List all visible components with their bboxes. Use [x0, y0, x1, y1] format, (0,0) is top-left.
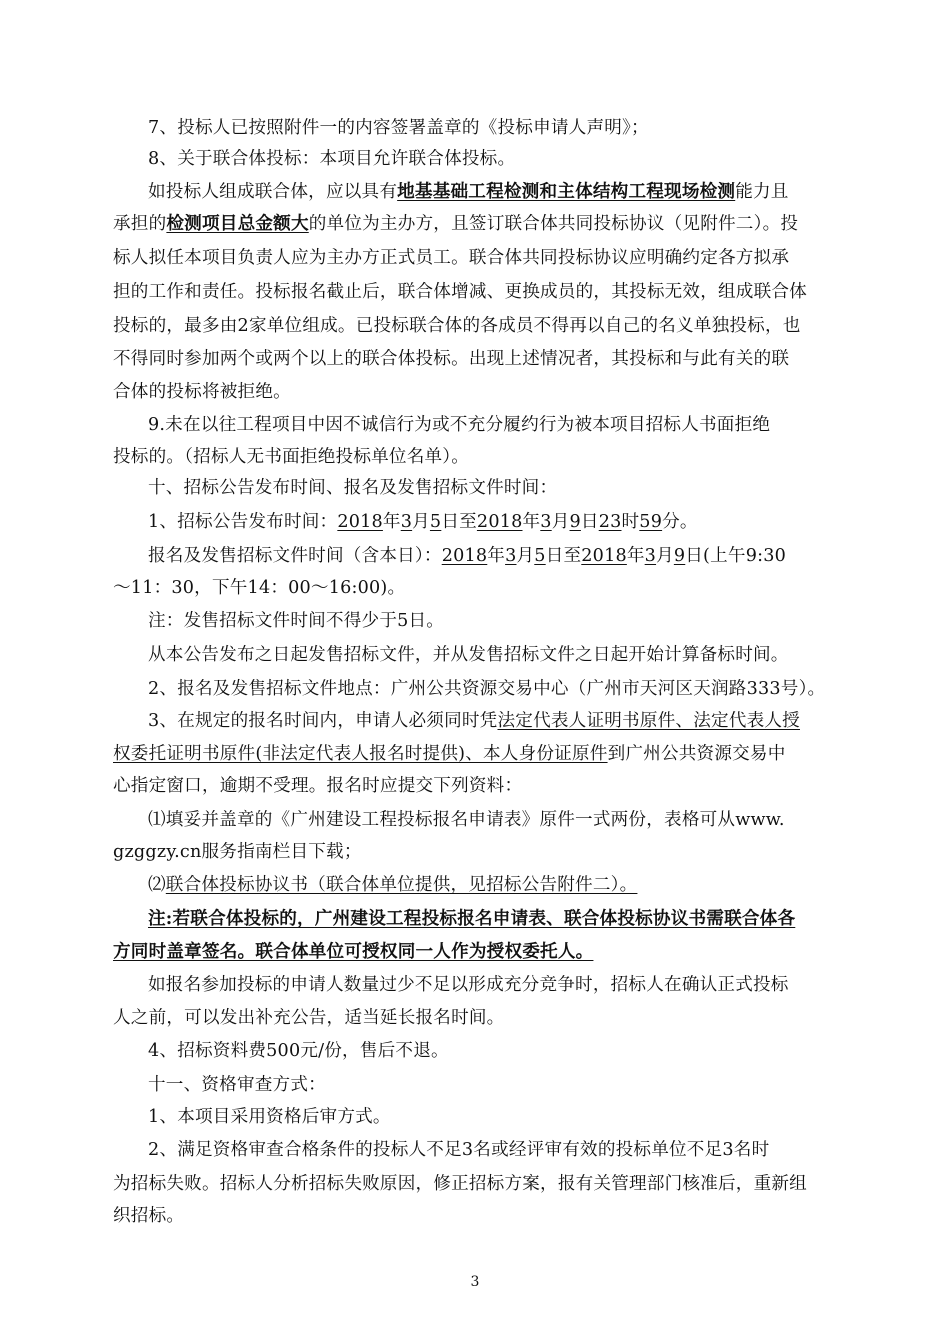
- form-item-1-line-1: ⑴填妥并盖章的《广州建设工程投标报名申请表》原件一式两份，表格可从www.: [148, 810, 785, 830]
- section-11-heading: 十一、资格审查方式：: [148, 1075, 326, 1095]
- item-8-line: 8、关于联合体投标：本项目允许联合体投标。: [148, 149, 516, 169]
- bold-note-line-2: 方同时盖章签名。联合体单位可授权同一人作为授权委托人。: [113, 941, 594, 962]
- form-item-2-line: ⑵联合体投标协议书（联合体单位提供，见招标公告附件二）。: [148, 875, 638, 895]
- sale-start-line: 从本公告发布之日起发售招标文件，并从发售招标文件之日起开始计算备标时间。: [148, 645, 789, 665]
- review-item-2-line-3: 织招标。: [113, 1206, 185, 1226]
- emphasis-text: 地基基础工程检测和主体结构工程现场检测: [397, 181, 736, 202]
- item-7-line: 7、投标人已按照附件一的内容签署盖章的《投标申请人声明》；: [148, 118, 649, 138]
- review-item-1: 1、本项目采用资格后审方式。: [148, 1107, 391, 1127]
- extension-line-2: 人之前，可以发出补充公告，适当延长报名时间。: [113, 1008, 505, 1028]
- emphasis-text: 检测项目总金额大: [166, 213, 309, 234]
- announcement-time-line: 1、招标公告发布时间：2018年3月5日至2018年3月9日23时59分。: [148, 512, 698, 532]
- fee-line: 4、招标资料费500元/份，售后不退。: [148, 1041, 449, 1061]
- section-10-heading: 十、招标公告发布时间、报名及发售招标文件时间：: [148, 478, 558, 498]
- registration-time-line-2: ～11：30，下午14：00～16:00)。: [113, 578, 406, 598]
- location-line: 2、报名及发售招标文件地点：广州公共资源交易中心（广州市天河区天润路333号）。: [148, 679, 826, 699]
- consortium-paragraph-line-1: 如投标人组成联合体，应以具有地基基础工程检测和主体结构工程现场检测能力且: [148, 181, 789, 202]
- consortium-paragraph-line-4: 担的工作和责任。投标报名截止后，联合体增减、更换成员的，其投标无效，组成联合体: [113, 282, 807, 302]
- extension-line-1: 如报名参加投标的申请人数量过少不足以形成充分竞争时，招标人在确认正式投标: [148, 975, 789, 995]
- consortium-paragraph-line-5: 投标的，最多由2家单位组成。已投标联合体的各成员不得再以自己的名义单独投标，也: [113, 316, 801, 336]
- consortium-paragraph-line-3: 标人拟任本项目负责人应为主办方正式员工。联合体共同投标协议应明确约定各方拟承: [113, 248, 790, 268]
- bold-note-line-1: 注:若联合体投标的，广州建设工程投标报名申请表、联合体投标协议书需联合体各: [148, 908, 796, 929]
- note-line: 注：发售招标文件时间不得少于5日。: [148, 611, 445, 631]
- documents-line-2: 权委托证明书原件(非法定代表人报名时提供)、本人身份证原件到广州公共资源交易中: [113, 744, 786, 764]
- review-item-2-line-1: 2、满足资格审查合格条件的投标人不足3名或经评审有效的投标单位不足3名时: [148, 1140, 770, 1160]
- consortium-paragraph-line-7: 合体的投标将被拒绝。: [113, 382, 291, 402]
- registration-time-line-1: 报名及发售招标文件时间（含本日）：2018年3月5日至2018年3月9日(上午9:30: [148, 546, 787, 566]
- item-9-line-1: 9.未在以往工程项目中因不诚信行为或不充分履约行为被本项目招标人书面拒绝: [148, 415, 771, 435]
- documents-line-3: 心指定窗口，逾期不受理。报名时应提交下列资料：: [113, 776, 523, 796]
- consortium-paragraph-line-6: 不得同时参加两个或两个以上的联合体投标。出现上述情况者，其投标和与此有关的联: [113, 349, 790, 369]
- item-9-line-2: 投标的。（招标人无书面拒绝投标单位名单）。: [113, 447, 470, 467]
- review-item-2-line-2: 为招标失败。招标人分析招标失败原因，修正招标方案，报有关管理部门核准后，重新组: [113, 1174, 807, 1194]
- consortium-paragraph-line-2: 承担的检测项目总金额大的单位为主办方，且签订联合体共同投标协议（见附件二）。投: [113, 213, 799, 234]
- page-number: 3: [470, 1274, 480, 1290]
- form-item-1-line-2: gzggzy.cn服务指南栏目下载；: [113, 842, 362, 862]
- documents-line-1: 3、在规定的报名时间内，申请人必须同时凭法定代表人证明书原件、法定代表人授: [148, 711, 800, 731]
